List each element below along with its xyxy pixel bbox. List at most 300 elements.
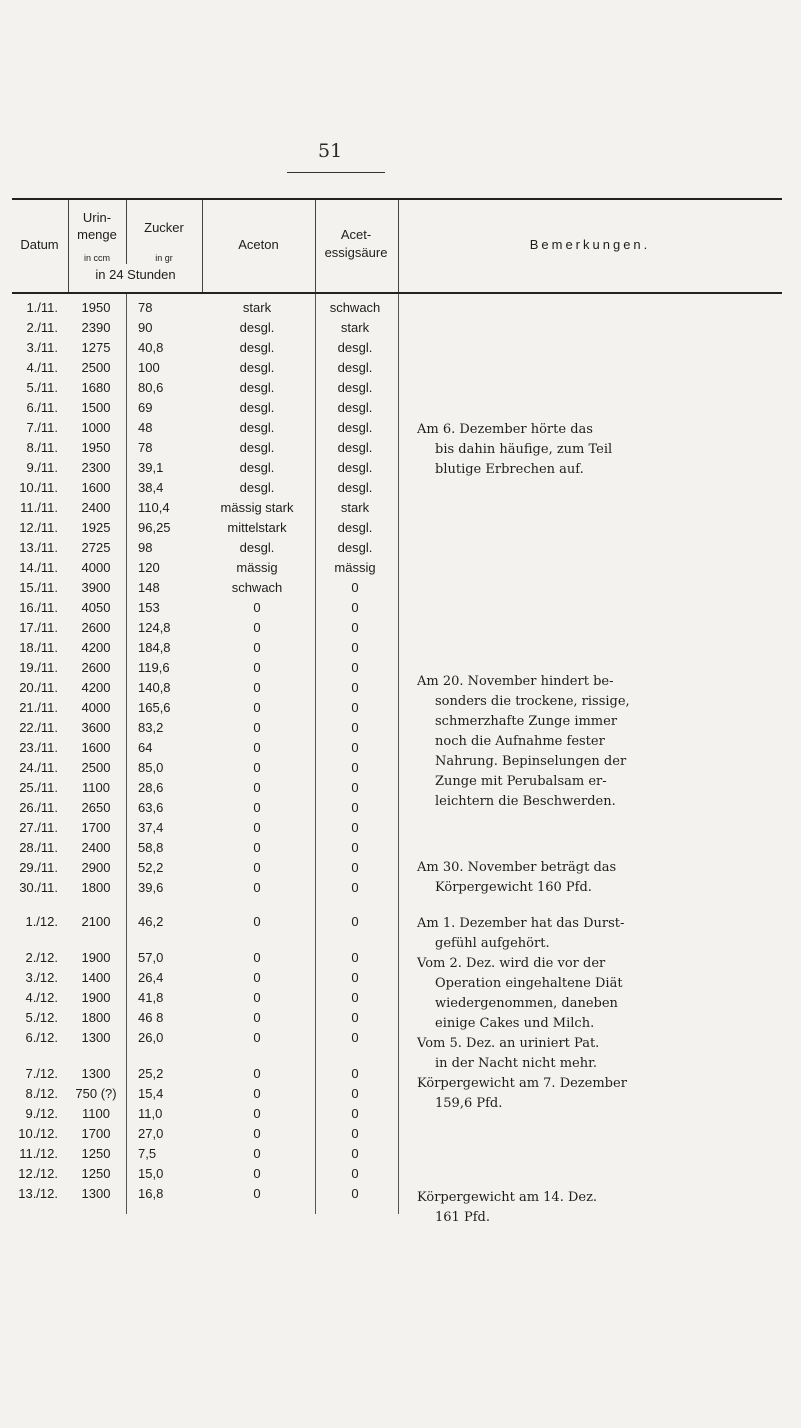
note-line: gefühl aufgehört. xyxy=(435,936,550,951)
aceton-cell: desgl. xyxy=(239,320,275,335)
table-row xyxy=(12,658,402,678)
urin-cell: 1925 xyxy=(81,520,111,535)
zucker-cell: 15,4 xyxy=(138,1086,164,1101)
urin-cell: 1300 xyxy=(81,1066,111,1081)
table-row xyxy=(12,318,402,338)
urin-cell: 4000 xyxy=(81,560,111,575)
zucker-cell: 110,4 xyxy=(138,500,170,515)
essigsaeure-cell: 0 xyxy=(351,820,359,835)
table-row xyxy=(12,1084,402,1104)
zucker-cell: 57,0 xyxy=(138,950,164,965)
zucker-cell: 64 xyxy=(138,740,153,755)
essigsaeure-cell: 0 xyxy=(351,1146,359,1161)
urin-cell: 2500 xyxy=(81,760,111,775)
date-cell: 25./11. xyxy=(19,780,58,795)
note-gewicht-30-nov xyxy=(417,858,767,898)
aceton-cell: 0 xyxy=(253,1010,261,1025)
date-cell: 22./11. xyxy=(19,720,58,735)
urin-cell: 2400 xyxy=(81,500,111,515)
date-cell: 2./11. xyxy=(26,320,58,335)
essigsaeure-cell: 0 xyxy=(351,580,359,595)
note-line: Zunge mit Perubalsam er- xyxy=(435,774,607,789)
zucker-cell: 48 xyxy=(138,420,153,435)
note-line: leichtern die Beschwerden. xyxy=(435,794,616,809)
table-row xyxy=(12,858,402,878)
table-header xyxy=(12,200,782,294)
essigsaeure-cell: desgl. xyxy=(337,460,373,475)
urin-cell: 2390 xyxy=(81,320,111,335)
aceton-cell: desgl. xyxy=(239,400,275,415)
aceton-cell: 0 xyxy=(253,1066,261,1081)
urin-cell: 2600 xyxy=(81,660,111,675)
essigsaeure-cell: 0 xyxy=(351,860,359,875)
urin-cell: 1800 xyxy=(81,1010,111,1025)
urin-cell: 4000 xyxy=(81,700,111,715)
note-line: schmerzhafte Zunge immer xyxy=(435,714,618,729)
date-cell: 9./11. xyxy=(26,460,58,475)
table-row xyxy=(12,598,402,618)
note-line: Vom 5. Dez. an uriniert Pat. xyxy=(417,1036,600,1051)
table-row xyxy=(12,698,402,718)
date-cell: 23./11. xyxy=(19,740,58,755)
date-cell: 12./12. xyxy=(18,1166,58,1181)
zucker-cell: 26,0 xyxy=(138,1030,164,1045)
essigsaeure-cell: desgl. xyxy=(337,520,373,535)
aceton-cell: 0 xyxy=(253,740,261,755)
table-row xyxy=(12,618,402,638)
zucker-cell: 100 xyxy=(138,360,160,375)
urin-cell: 1400 xyxy=(81,970,111,985)
aceton-cell: 0 xyxy=(253,820,261,835)
date-cell: 6./12. xyxy=(25,1030,58,1045)
table-row xyxy=(12,298,402,318)
urin-cell: 1100 xyxy=(82,780,110,795)
header-datum: Datum xyxy=(20,237,59,252)
aceton-cell: 0 xyxy=(253,640,261,655)
urin-cell: 1275 xyxy=(81,340,111,355)
date-cell: 1./11. xyxy=(26,300,58,315)
essigsaeure-cell: 0 xyxy=(351,1030,359,1045)
note-line: 161 Pfd. xyxy=(435,1210,490,1225)
zucker-cell: 58,8 xyxy=(138,840,164,855)
aceton-cell: 0 xyxy=(253,950,261,965)
aceton-cell: 0 xyxy=(253,620,261,635)
date-cell: 3./11. xyxy=(26,340,58,355)
date-cell: 8./12. xyxy=(25,1086,58,1101)
zucker-cell: 46 8 xyxy=(138,1010,164,1025)
essigsaeure-cell: 0 xyxy=(351,780,359,795)
date-cell: 10./11. xyxy=(19,480,58,495)
zucker-cell: 37,4 xyxy=(138,820,164,835)
note-line: Körpergewicht am 14. Dez. xyxy=(417,1190,598,1205)
table-row xyxy=(12,1144,402,1164)
table-row xyxy=(12,912,402,932)
table-row xyxy=(12,498,402,518)
table-row xyxy=(12,818,402,838)
date-cell: 13./11. xyxy=(19,540,58,555)
urin-cell: 1250 xyxy=(81,1166,111,1181)
data-table xyxy=(12,198,782,1225)
date-cell: 9./12. xyxy=(25,1106,58,1121)
zucker-cell: 78 xyxy=(138,300,153,315)
date-cell: 19./11. xyxy=(19,660,58,675)
aceton-cell: mässig stark xyxy=(220,500,294,515)
essigsaeure-cell: 0 xyxy=(351,600,359,615)
note-line: Am 30. November beträgt das xyxy=(417,860,617,875)
date-cell: 4./11. xyxy=(26,360,58,375)
aceton-cell: 0 xyxy=(253,800,261,815)
aceton-cell: 0 xyxy=(253,760,261,775)
table-row xyxy=(12,968,402,988)
header-acet-1: Acet- xyxy=(340,227,372,242)
zucker-cell: 7,5 xyxy=(138,1146,157,1161)
table-row xyxy=(12,358,402,378)
urin-cell: 1800 xyxy=(81,880,111,895)
aceton-cell: 0 xyxy=(253,860,261,875)
date-cell: 11./11. xyxy=(20,500,58,515)
table-row xyxy=(12,538,402,558)
essigsaeure-cell: desgl. xyxy=(337,420,373,435)
essigsaeure-cell: desgl. xyxy=(337,360,373,375)
zucker-cell: 16,8 xyxy=(138,1186,164,1201)
table-row xyxy=(12,718,402,738)
table-row xyxy=(12,1104,402,1124)
essigsaeure-cell: 0 xyxy=(351,950,359,965)
zucker-cell: 78 xyxy=(138,440,153,455)
aceton-cell: stark xyxy=(242,300,272,315)
essigsaeure-cell: 0 xyxy=(351,1106,359,1121)
urin-cell: 1300 xyxy=(81,1030,111,1045)
header-span: in 24 Stunden xyxy=(95,267,176,282)
table-row xyxy=(12,988,402,1008)
date-cell: 17./11. xyxy=(19,620,58,635)
zucker-cell: 124,8 xyxy=(138,620,171,635)
urin-cell: 2600 xyxy=(81,620,111,635)
note-diaet xyxy=(417,954,767,1034)
table-body xyxy=(12,294,782,1225)
note-line: Nahrung. Bepinselungen der xyxy=(435,754,627,769)
urin-cell: 1600 xyxy=(81,740,111,755)
zucker-cell: 98 xyxy=(138,540,153,555)
zucker-cell: 39,6 xyxy=(138,880,164,895)
aceton-cell: 0 xyxy=(253,1030,261,1045)
aceton-cell: desgl. xyxy=(239,380,275,395)
note-line: 159,6 Pfd. xyxy=(435,1096,503,1111)
header-zucker-unit: in gr xyxy=(155,253,173,263)
essigsaeure-cell: 0 xyxy=(351,720,359,735)
header-zucker: Zucker xyxy=(144,220,184,235)
zucker-cell: 153 xyxy=(138,600,160,615)
note-durstgefuehl xyxy=(417,914,767,954)
note-gewicht-7-dez xyxy=(417,1074,767,1114)
aceton-cell: mässig xyxy=(236,560,278,575)
table-row xyxy=(12,798,402,818)
urin-cell: 2400 xyxy=(81,840,111,855)
date-cell: 7./12. xyxy=(25,1066,58,1081)
note-line: Am 20. November hindert be- xyxy=(417,674,614,689)
zucker-cell: 52,2 xyxy=(138,860,164,875)
essigsaeure-cell: 0 xyxy=(351,1010,359,1025)
essigsaeure-cell: 0 xyxy=(351,640,359,655)
essigsaeure-cell: 0 xyxy=(351,700,359,715)
zucker-cell: 27,0 xyxy=(138,1126,164,1141)
zucker-cell: 148 xyxy=(138,580,160,595)
essigsaeure-cell: 0 xyxy=(351,680,359,695)
table-row xyxy=(12,1064,402,1084)
urin-cell: 2300 xyxy=(81,460,111,475)
date-cell: 4./12. xyxy=(25,990,58,1005)
essigsaeure-cell: 0 xyxy=(351,990,359,1005)
urin-cell: 1300 xyxy=(81,1186,111,1201)
table-row xyxy=(12,1184,402,1204)
table-row xyxy=(12,778,402,798)
urin-cell: 1700 xyxy=(81,820,111,835)
note-nacht xyxy=(417,1034,767,1074)
urin-cell: 3600 xyxy=(81,720,111,735)
date-cell: 11./12. xyxy=(19,1146,58,1161)
zucker-cell: 39,1 xyxy=(138,460,164,475)
table-row xyxy=(12,378,402,398)
zucker-cell: 119,6 xyxy=(138,660,170,675)
urin-cell: 4200 xyxy=(81,680,111,695)
urin-cell: 1600 xyxy=(81,480,111,495)
table-row xyxy=(12,478,402,498)
essigsaeure-cell: 0 xyxy=(351,840,359,855)
zucker-cell: 83,2 xyxy=(138,720,164,735)
date-cell: 12./11. xyxy=(19,520,58,535)
aceton-cell: 0 xyxy=(253,970,261,985)
urin-cell: 1680 xyxy=(81,380,111,395)
note-line: blutige Erbrechen auf. xyxy=(435,462,584,477)
essigsaeure-cell: 0 xyxy=(351,1066,359,1081)
urin-cell: 1900 xyxy=(81,990,111,1005)
table-row xyxy=(12,1164,402,1184)
page-number-rule xyxy=(287,172,385,173)
essigsaeure-cell: desgl. xyxy=(337,540,373,555)
table-row xyxy=(12,558,402,578)
note-line: sonders die trockene, rissige, xyxy=(435,694,630,709)
essigsaeure-cell: stark xyxy=(340,500,370,515)
zucker-cell: 80,6 xyxy=(138,380,164,395)
aceton-cell: 0 xyxy=(253,680,261,695)
date-cell: 26./11. xyxy=(19,800,58,815)
urin-cell: 1100 xyxy=(82,1106,110,1121)
aceton-cell: desgl. xyxy=(239,340,275,355)
note-line: noch die Aufnahme fester xyxy=(435,734,605,749)
date-cell: 14./11. xyxy=(19,560,58,575)
urin-cell: 1950 xyxy=(81,300,111,315)
aceton-cell: 0 xyxy=(253,1086,261,1101)
table-row xyxy=(12,838,402,858)
zucker-cell: 165,6 xyxy=(138,700,171,715)
urin-cell: 4200 xyxy=(81,640,111,655)
urin-cell: 2100 xyxy=(81,914,111,929)
date-cell: 5./12. xyxy=(25,1010,58,1025)
header-urin-1: Urin- xyxy=(82,210,112,225)
aceton-cell: 0 xyxy=(253,990,261,1005)
zucker-cell: 25,2 xyxy=(138,1066,164,1081)
date-cell: 8./11. xyxy=(26,440,58,455)
date-cell: 13./12. xyxy=(18,1186,58,1201)
zucker-cell: 69 xyxy=(138,400,153,415)
header-urin-unit: in ccm xyxy=(83,253,110,263)
urin-cell: 3900 xyxy=(81,580,111,595)
header-acet-2: essigsäure xyxy=(324,245,388,260)
header-aceton: Aceton xyxy=(238,237,279,252)
date-cell: 29./11. xyxy=(19,860,58,875)
urin-cell: 1900 xyxy=(81,950,111,965)
zucker-cell: 85,0 xyxy=(138,760,164,775)
aceton-cell: desgl. xyxy=(239,440,275,455)
aceton-cell: 0 xyxy=(253,1186,261,1201)
table-row xyxy=(12,1028,402,1048)
note-zunge xyxy=(417,672,767,812)
essigsaeure-cell: 0 xyxy=(351,620,359,635)
note-erbrechen xyxy=(417,420,767,480)
zucker-cell: 38,4 xyxy=(138,480,164,495)
essigsaeure-cell: 0 xyxy=(351,1186,359,1201)
aceton-cell: 0 xyxy=(253,1126,261,1141)
table-row xyxy=(12,638,402,658)
urin-cell: 4050 xyxy=(81,600,111,615)
urin-cell: 2650 xyxy=(81,800,111,815)
note-line: Am 6. Dezember hörte das xyxy=(417,422,593,437)
note-line: in der Nacht nicht mehr. xyxy=(435,1056,598,1071)
date-cell: 5./11. xyxy=(26,380,58,395)
date-cell: 2./12. xyxy=(25,950,58,965)
aceton-cell: 0 xyxy=(253,700,261,715)
essigsaeure-cell: 0 xyxy=(351,914,359,929)
essigsaeure-cell: 0 xyxy=(351,880,359,895)
date-cell: 3./12. xyxy=(25,970,58,985)
note-line: Vom 2. Dez. wird die vor der xyxy=(417,956,606,971)
aceton-cell: 0 xyxy=(253,780,261,795)
table-row xyxy=(12,398,402,418)
date-cell: 1./12. xyxy=(25,914,58,929)
date-cell: 30./11. xyxy=(19,880,58,895)
zucker-cell: 184,8 xyxy=(138,640,171,655)
note-line: wiedergenommen, daneben xyxy=(435,996,618,1011)
date-cell: 6./11. xyxy=(26,400,58,415)
date-cell: 21./11. xyxy=(19,700,58,715)
date-cell: 27./11. xyxy=(19,820,58,835)
page-number: 51 xyxy=(318,140,343,162)
aceton-cell: 0 xyxy=(253,880,261,895)
essigsaeure-cell: schwach xyxy=(329,300,381,315)
table-row xyxy=(12,758,402,778)
table-row xyxy=(12,338,402,358)
aceton-cell: 0 xyxy=(253,660,261,675)
aceton-cell: 0 xyxy=(253,720,261,735)
date-cell: 20./11. xyxy=(19,680,58,695)
note-line: Am 1. Dezember hat das Durst- xyxy=(417,916,625,931)
aceton-cell: 0 xyxy=(253,600,261,615)
note-line: bis dahin häufige, zum Teil xyxy=(435,442,613,457)
zucker-cell: 11,0 xyxy=(138,1106,163,1121)
urin-cell: 1500 xyxy=(81,400,111,415)
aceton-cell: 0 xyxy=(253,1166,261,1181)
aceton-cell: 0 xyxy=(253,840,261,855)
aceton-cell: desgl. xyxy=(239,460,275,475)
aceton-cell: desgl. xyxy=(239,420,275,435)
date-cell: 7./11. xyxy=(26,420,58,435)
zucker-cell: 40,8 xyxy=(138,340,164,355)
zucker-cell: 63,6 xyxy=(138,800,164,815)
table-row xyxy=(12,678,402,698)
zucker-cell: 26,4 xyxy=(138,970,164,985)
date-cell: 18./11. xyxy=(19,640,58,655)
essigsaeure-cell: 0 xyxy=(351,1166,359,1181)
note-line: Körpergewicht am 7. Dezember xyxy=(417,1076,627,1091)
aceton-cell: 0 xyxy=(253,914,261,929)
essigsaeure-cell: desgl. xyxy=(337,480,373,495)
zucker-cell: 140,8 xyxy=(138,680,171,695)
zucker-cell: 41,8 xyxy=(138,990,164,1005)
essigsaeure-cell: desgl. xyxy=(337,440,373,455)
essigsaeure-cell: 0 xyxy=(351,1086,359,1101)
urin-cell: 1250 xyxy=(81,1146,111,1161)
table-row xyxy=(12,578,402,598)
urin-cell: 1700 xyxy=(81,1126,111,1141)
note-line: Operation eingehaltene Diät xyxy=(435,976,623,991)
urin-cell: 750 (?) xyxy=(75,1086,117,1101)
table-row xyxy=(12,1008,402,1028)
urin-cell: 2500 xyxy=(81,360,111,375)
zucker-cell: 96,25 xyxy=(138,520,171,535)
essigsaeure-cell: stark xyxy=(340,320,370,335)
aceton-cell: desgl. xyxy=(239,480,275,495)
aceton-cell: desgl. xyxy=(239,360,275,375)
table-row xyxy=(12,458,402,478)
note-line: Körpergewicht 160 Pfd. xyxy=(435,880,592,895)
table-row xyxy=(12,518,402,538)
essigsaeure-cell: desgl. xyxy=(337,380,373,395)
urin-cell: 2900 xyxy=(81,860,111,875)
date-cell: 16./11. xyxy=(19,600,58,615)
aceton-cell: mittelstark xyxy=(227,520,287,535)
urin-cell: 1000 xyxy=(81,420,111,435)
essigsaeure-cell: desgl. xyxy=(337,400,373,415)
table-row xyxy=(12,418,402,438)
zucker-cell: 46,2 xyxy=(138,914,164,929)
header-bemerkungen: Bemerkungen. xyxy=(529,237,651,252)
aceton-cell: schwach xyxy=(231,580,283,595)
essigsaeure-cell: 0 xyxy=(351,660,359,675)
header-urin-2: menge xyxy=(77,227,117,242)
essigsaeure-cell: 0 xyxy=(351,740,359,755)
essigsaeure-cell: 0 xyxy=(351,760,359,775)
date-cell: 15./11. xyxy=(19,580,58,595)
date-cell: 28./11. xyxy=(19,840,58,855)
zucker-cell: 90 xyxy=(138,320,153,335)
essigsaeure-cell: 0 xyxy=(351,800,359,815)
table-row xyxy=(12,738,402,758)
zucker-cell: 28,6 xyxy=(138,780,164,795)
urin-cell: 2725 xyxy=(81,540,111,555)
table-row xyxy=(12,1124,402,1144)
table-row xyxy=(12,438,402,458)
date-cell: 10./12. xyxy=(18,1126,58,1141)
zucker-cell: 120 xyxy=(138,560,160,575)
table-row xyxy=(12,878,402,898)
aceton-cell: 0 xyxy=(253,1106,261,1121)
note-line: einige Cakes und Milch. xyxy=(435,1016,595,1031)
essigsaeure-cell: 0 xyxy=(351,1126,359,1141)
urin-cell: 1950 xyxy=(81,440,111,455)
essigsaeure-cell: 0 xyxy=(351,970,359,985)
note-gewicht-14-dez xyxy=(417,1188,767,1228)
essigsaeure-cell: desgl. xyxy=(337,340,373,355)
